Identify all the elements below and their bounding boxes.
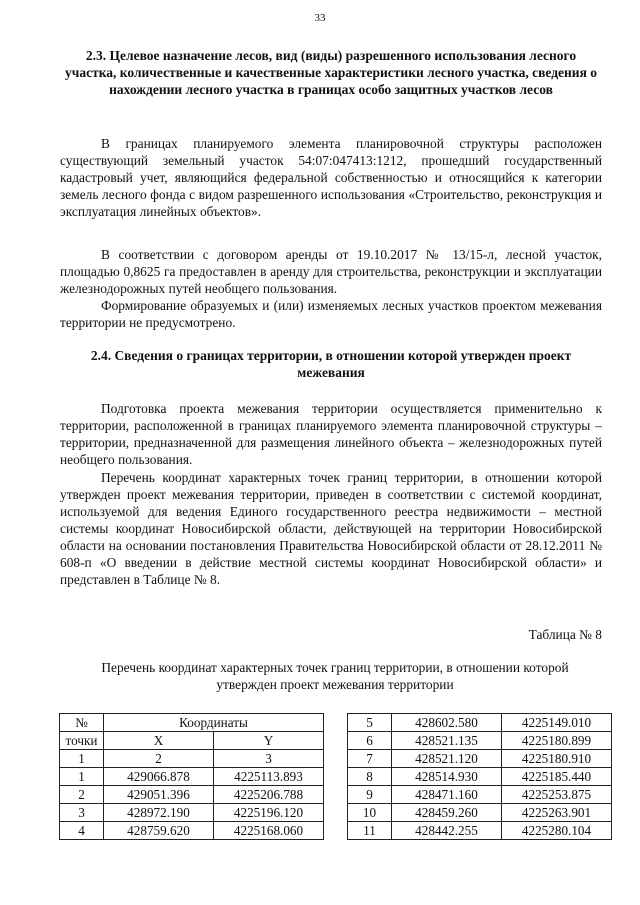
paragraph: Подготовка проекта межевания территории осуществляется применительно к территории, расположенной в границах планируемого элемента планировочной структуры – территории, предназначенной для размещения линейного объекта – железнодорожных путей необщего пользования. (60, 401, 602, 467)
point-number-cell: 10 (348, 804, 392, 822)
paragraph: Перечень координат характерных точек границ территории, в отношении которой утвержден проект межевания территории, приведен в соответствии с системой координат, используемой для ведения Единого государственного реестра недвижимости – местной системы координат Новосибирской области, действующей на территории Новосибирской области на основании постановления Правительства Новосибирской области от 28.12.2011 № 608-п «О введении в действие местной системы координат Новосибирской области» и представлен в Таблице № 8. (60, 470, 602, 587)
point-number-cell: 11 (348, 822, 392, 840)
y-coordinate-cell: 4225185.440 (502, 768, 612, 786)
point-number-cell: 9 (348, 786, 392, 804)
table-label: Таблица № 8 (528, 627, 602, 642)
header-point-number: № (60, 714, 104, 732)
table-row (348, 768, 612, 786)
header-coordinates: Координаты (104, 714, 324, 732)
table-row (348, 714, 612, 732)
point-number-cell: 4 (60, 822, 104, 840)
x-coordinate-cell: 428521.120 (392, 750, 502, 768)
y-coordinate-cell: 4225168.060 (214, 822, 324, 840)
table-row (60, 804, 324, 822)
x-coordinate-cell: 428459.260 (392, 804, 502, 822)
y-coordinate-cell: 4225206.788 (214, 786, 324, 804)
point-number-cell: 2 (60, 786, 104, 804)
y-coordinate-cell: 4225149.010 (502, 714, 612, 732)
y-coordinate-cell: 4225180.910 (502, 750, 612, 768)
header-y: Y (214, 732, 324, 750)
point-number-cell: 3 (60, 804, 104, 822)
paragraph: В границах планируемого элемента планировочной структуры расположен существующий земельный участок 54:07:047413:1212, прошедший государственный кадастровый учет, являющийся федеральной собственностью и относящийся к категории земель лесного фонда с видом разрешенного использования «Строительство, реконструкция и эксплуатация линейных объектов». (60, 136, 602, 219)
y-coordinate-cell: 4225253.875 (502, 786, 612, 804)
section-heading-2-4: 2.4. Сведения о границах территории, в отношении которой утвержден проект межевания (90, 348, 572, 380)
table-body-left (60, 768, 324, 840)
point-number-cell: 5 (348, 714, 392, 732)
coordinates-table-left (59, 713, 324, 840)
x-coordinate-cell: 428521.135 (392, 732, 502, 750)
column-number: 1 (60, 750, 104, 768)
table-row (348, 750, 612, 768)
table-header-row (60, 714, 324, 732)
y-coordinate-cell: 4225280.104 (502, 822, 612, 840)
table-row (348, 822, 612, 840)
point-number-cell: 8 (348, 768, 392, 786)
point-number-cell: 6 (348, 732, 392, 750)
x-coordinate-cell: 428602.580 (392, 714, 502, 732)
table-row (60, 822, 324, 840)
point-number-cell: 1 (60, 768, 104, 786)
y-coordinate-cell: 4225113.893 (214, 768, 324, 786)
table-header-row (60, 732, 324, 750)
column-number: 2 (104, 750, 214, 768)
column-number: 3 (214, 750, 324, 768)
x-coordinate-cell: 429051.396 (104, 786, 214, 804)
table-body-right (348, 714, 612, 840)
paragraph: Формирование образуемых и (или) изменяемых лесных участков проектом межевания территории не предусмотрено. (60, 298, 602, 330)
header-x: X (104, 732, 214, 750)
y-coordinate-cell: 4225263.901 (502, 804, 612, 822)
point-number-cell: 7 (348, 750, 392, 768)
table-row (348, 732, 612, 750)
x-coordinate-cell: 428442.255 (392, 822, 502, 840)
y-coordinate-cell: 4225180.899 (502, 732, 612, 750)
table-row (348, 786, 612, 804)
x-coordinate-cell: 428471.160 (392, 786, 502, 804)
table-column-number-row (60, 750, 324, 768)
table-row (60, 786, 324, 804)
table-caption: Перечень координат характерных точек границ территории, в отношении которой утвержден проект межевания территории (101, 660, 569, 692)
paragraph: В соответствии с договором аренды от 19.10.2017 № 13/15-л, лесной участок, площадью 0,8625 га предоставлен в аренду для строительства, реконструкции и эксплуатации железнодорожных путей необщего пользования. (60, 247, 602, 296)
table-row (60, 768, 324, 786)
x-coordinate-cell: 428514.930 (392, 768, 502, 786)
section-heading-2-3: 2.3. Целевое назначение лесов, вид (виды) разрешенного использования лесного участка, количественные и качественные характеристики лесного участка, сведения о нахождении лесного участка в границах особо защитных участков лесов (64, 48, 598, 97)
header-point-label: точки (60, 732, 104, 750)
x-coordinate-cell: 429066.878 (104, 768, 214, 786)
x-coordinate-cell: 428972.190 (104, 804, 214, 822)
y-coordinate-cell: 4225196.120 (214, 804, 324, 822)
coordinates-table-right (347, 713, 612, 840)
x-coordinate-cell: 428759.620 (104, 822, 214, 840)
page-number: 33 (314, 12, 326, 24)
table-row (348, 804, 612, 822)
